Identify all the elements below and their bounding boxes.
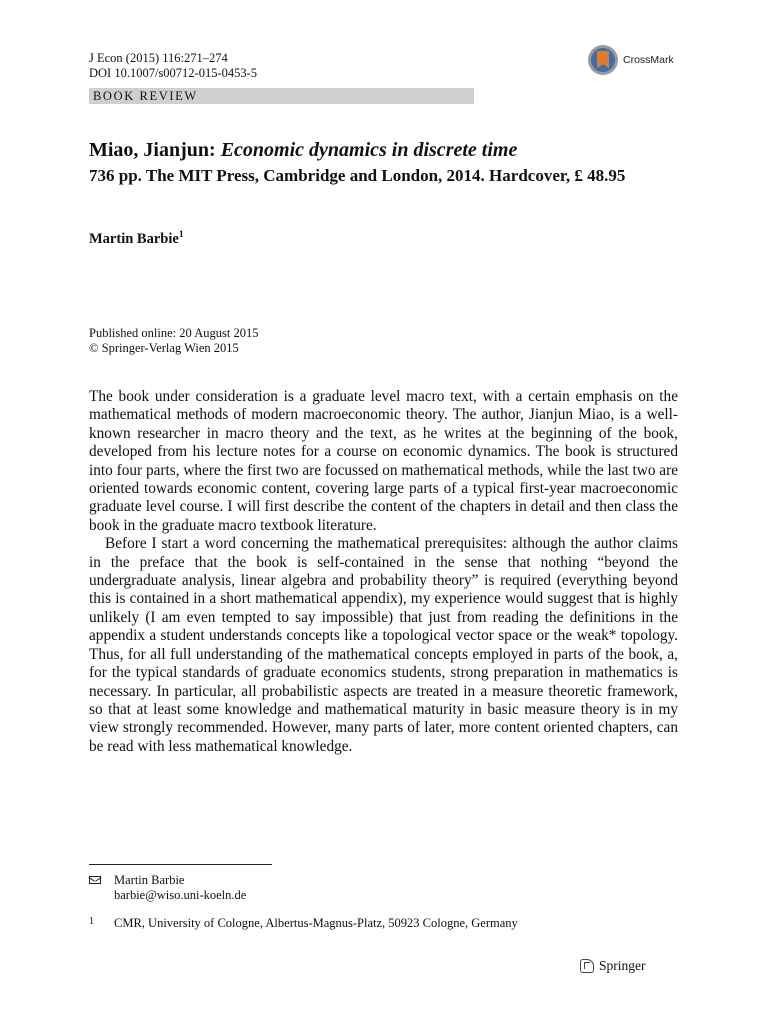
affiliation-superscript: 1 <box>178 230 184 240</box>
springer-horse-icon <box>580 959 594 973</box>
correspondence <box>89 873 246 903</box>
reviewer <box>89 230 184 248</box>
publisher-mark <box>580 958 646 974</box>
article-title <box>89 138 517 162</box>
section-label: BOOK REVIEW <box>89 88 474 104</box>
contact-email[interactable]: barbie@wiso.uni-koeln.de <box>114 888 247 902</box>
book-title: Economic dynamics in discrete time <box>220 139 518 161</box>
article-header <box>89 51 257 81</box>
envelope-icon <box>89 876 101 884</box>
footnote-divider <box>89 864 272 865</box>
article-body <box>89 388 678 756</box>
book-author: Miao, Jianjun: <box>89 139 216 161</box>
body-paragraph: The book under consideration is a graduate level macro text, with a certain emphasis on the mathematical methods of modern macroeconomic theory. The author, Jianjun Miao, is a well-known researcher in macro theory and the text, as he writes at the beginning of the book, developed from his lecture notes for a course on economic dynamics. The book is structured into four parts, where the first two are focussed on mathematical methods, while the last two are oriented towards economic content, covering large parts of a typical first-year macroeconomic graduate level course. I will first describe the content of the chapters in detail and then class the book in the graduate macro textbook literature. <box>89 388 678 534</box>
crossmark-icon <box>588 45 618 75</box>
crossmark-label: CrossMark <box>623 54 674 66</box>
contact-name: Martin Barbie <box>114 873 185 887</box>
journal-citation: J Econ (2015) 116:271–274 <box>89 51 228 65</box>
publisher-name: Springer <box>599 958 646 973</box>
affiliation-text: CMR, University of Cologne, Albertus-Magnus-Platz, 50923 Cologne, Germany <box>114 916 518 930</box>
reviewer-name: Martin Barbie <box>89 230 179 247</box>
publication-info <box>89 326 258 356</box>
crossmark-badge[interactable] <box>588 42 684 78</box>
doi-line: DOI 10.1007/s00712-015-0453-5 <box>89 66 258 80</box>
published-online: Published online: 20 August 2015 <box>89 326 259 340</box>
book-details: 736 pp. The MIT Press, Cambridge and London, 2014. Hardcover, £ 48.95 <box>89 166 626 185</box>
affiliation-footnote <box>89 916 518 931</box>
body-paragraph: Before I start a word concerning the mathematical prerequisites: although the author claims in the preface that the book is self-contained in the sense that nothing “beyond the undergraduate analysis, linear algebra and probability theory” is required (everything beyond this is contained in a short mathematical appendix), my experience would suggest that is highly unlikely (I am even tempted to say impossible) that just from reading the definitions in the appendix a student understands concepts like a topological vector space or the weak* topology. Thus, for all full understanding of the mathematical concepts employed in parts of the book, a, for the typical standards of graduate economics students, strong preparation in mathematics is necessary. In particular, all probabilistic aspects are treated in a measure theoretic framework, so that at least some knowledge and mathematical maturity in basic measure theory is in my view strongly recommended. However, many parts of later, more content oriented chapters, can be read with less mathematical knowledge. <box>89 535 678 755</box>
copyright-line: © Springer-Verlag Wien 2015 <box>89 341 239 355</box>
affiliation-number: 1 <box>89 916 94 927</box>
